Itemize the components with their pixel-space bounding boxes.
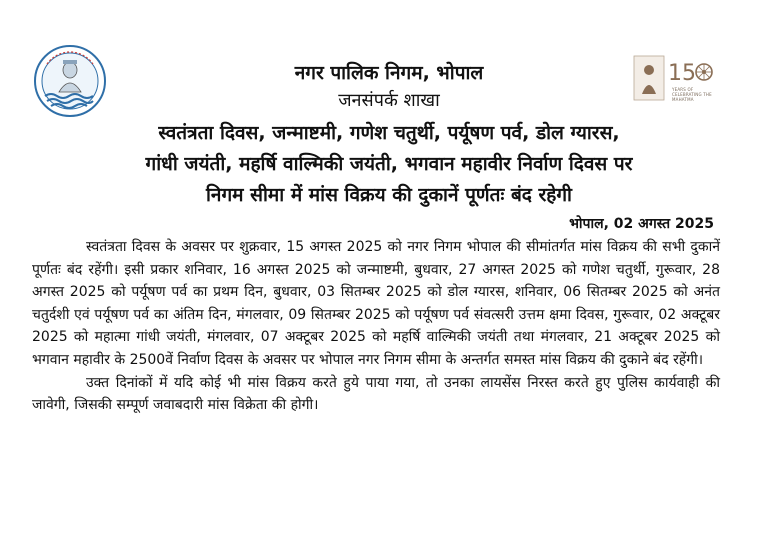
body-text — [32, 236, 720, 417]
headline — [28, 118, 750, 211]
body-paragraph-2: उक्त दिनांकों में यदि कोई भी मांस विक्रय करते हुये पाया गया, तो उनका लायसेंस निरस्त करते हुए पुलिस कार्यवाही की जावेगी, जिसकी सम्पूर्ण जवाबदारी मांस विक्रेता की होगी। — [32, 374, 720, 414]
department-name: जनसंपर्क शाखा — [338, 90, 440, 111]
svg-text:5: 5 — [682, 61, 696, 86]
dateline: भोपाल, 02 अगस्त 2025 — [569, 216, 714, 232]
svg-text:1: 1 — [668, 61, 682, 86]
body-paragraph-1: स्वतंत्रता दिवस के अवसर पर शुक्रवार, 15 अगस्त 2025 को नगर निगम भोपाल की सीमांतर्गत मांस विक्रय की सभी दुकानें पूर्णतः बंद रहेंगी। इसी प्रकार शनिवार, 16 अगस्त 2025 को जन्माष्टमी, बुधवार, 27 अगस्त 2025 को गणेश चतुर्थी, गुरूवार, 28 अगस्त 2025 को पर्यूषण पर्व का प्रथम दिन, बुधवार, 03 सितम्बर 2025 को डोल ग्यारस, शनिवार, 06 सितम्बर 2025 को अनंत चतुर्दशी एवं पर्यूषण पर्व का अंतिम दिन, मंगलवार, 09 सितम्बर 2025 को पर्यूषण पर्व संवत्सरी उत्तम क्षमा दिवस, गुरूवार, 02 अक्टूबर 2025 को महात्मा गांधी जयंती, मंगलवार, 07 अक्टूबर 2025 को महर्षि वाल्मिकी जयंती तथा मंगलवार, 21 अक्टूबर 2025 को भगवान महावीर के 2500वें निर्वाण दिवस के अवसर पर भोपाल नगर निगम सीमा के अन्तर्गत समस्त मांस विक्रय की दुकाने बंद रहेंगी। — [32, 239, 720, 368]
headline-line-3: निगम सीमा में मांस विक्रय की दुकानें पूर्णतः बंद रहेगी — [206, 184, 572, 206]
org-title: नगर पालिक निगम, भोपाल — [294, 62, 484, 84]
headline-line-2: गांधी जयंती, महर्षि वाल्मिकी जयंती, भगवान महावीर निर्वाण दिवस पर — [145, 153, 633, 175]
badge-subtitle: YEARS OF CELEBRATING THE MAHATMA — [672, 87, 712, 102]
headline-line-1: स्वतंत्रता दिवस, जन्माष्टमी, गणेश चतुर्थी, पर्यूषण पर्व, डोल ग्यारस, — [158, 122, 620, 144]
